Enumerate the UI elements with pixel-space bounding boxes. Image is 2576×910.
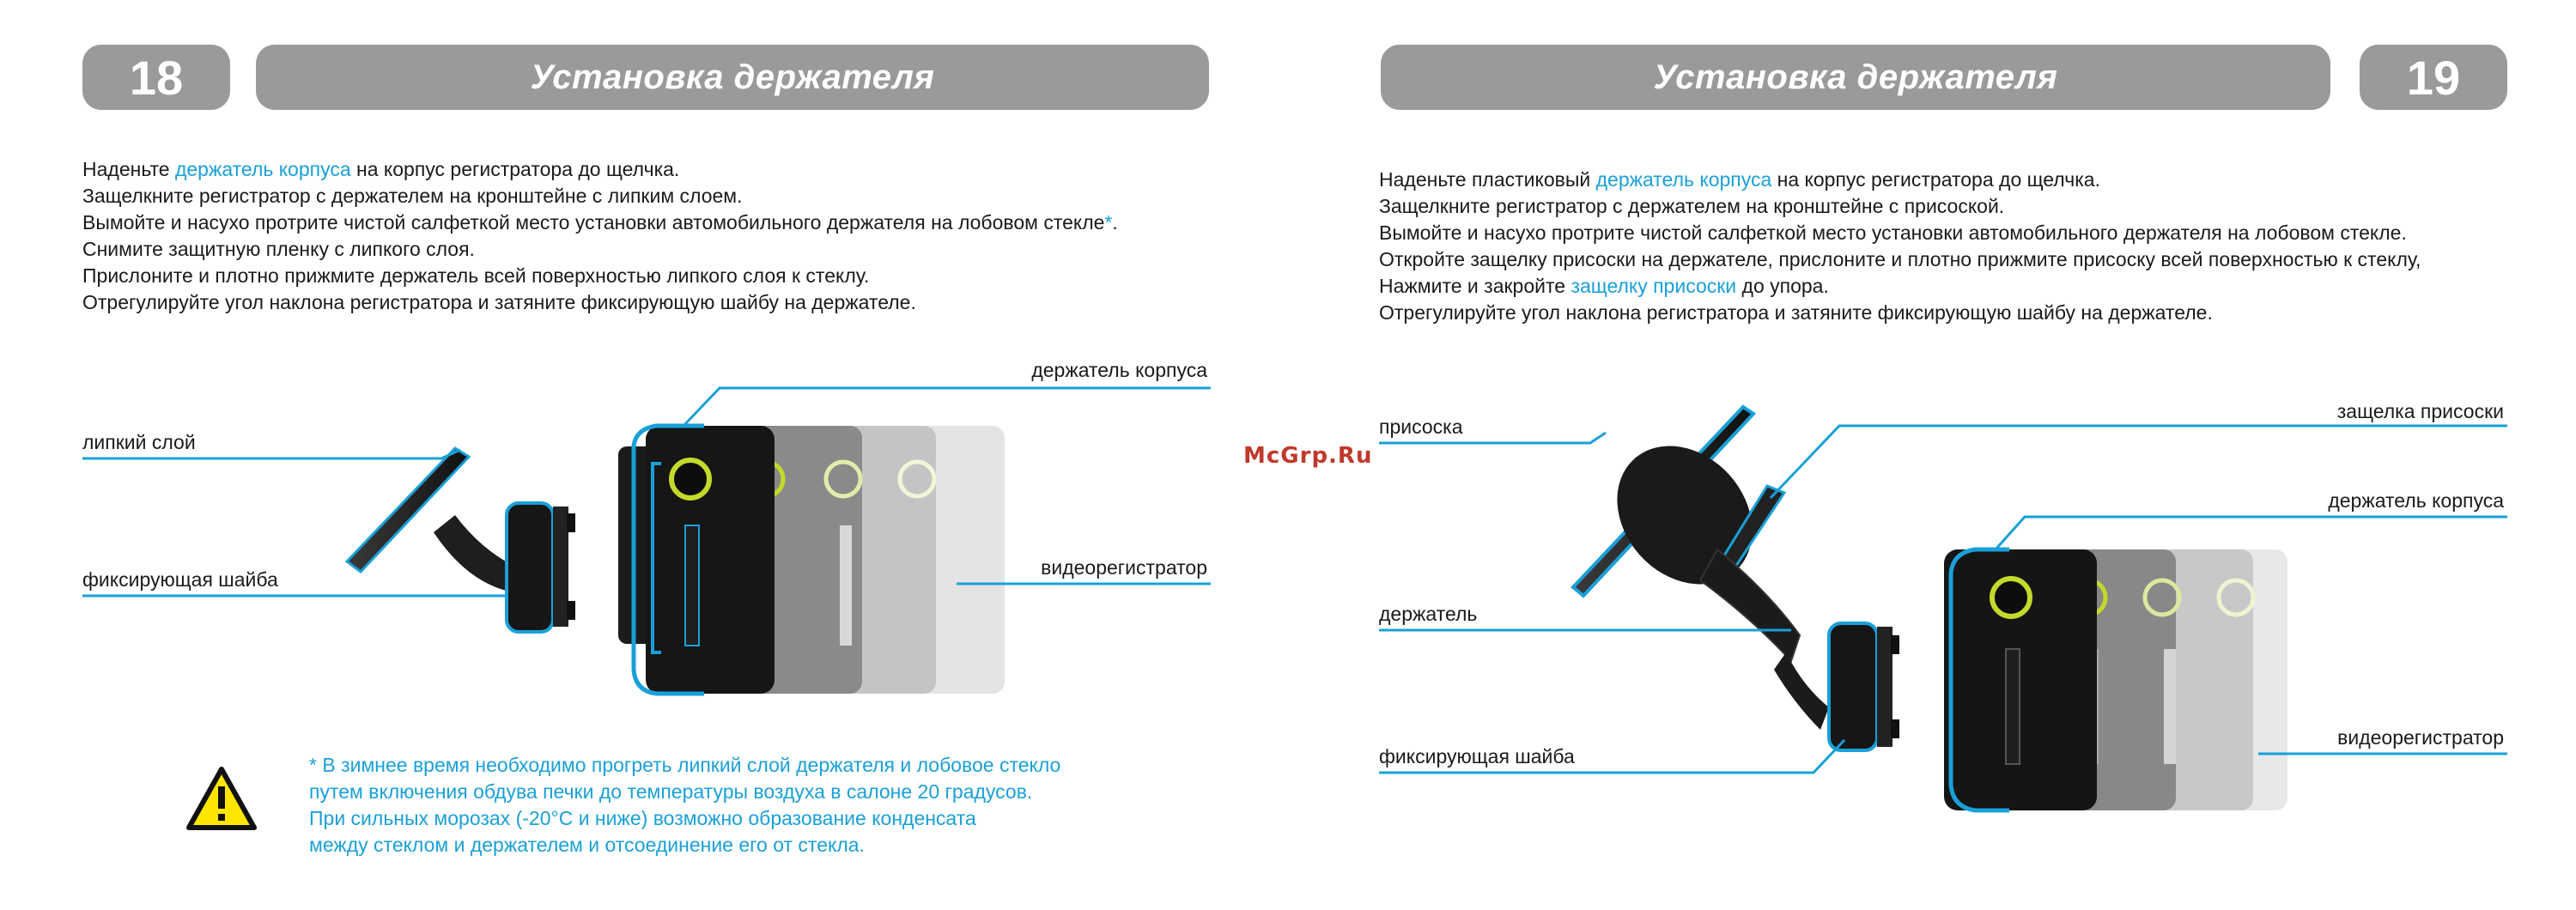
watermark: McGrp.Ru [1243, 443, 1373, 469]
instruction-line: Снимите защитную пленку с липкого слоя. [82, 238, 475, 260]
instruction-line: Наденьте пластиковый держатель корпуса на корпус регистратора до щелчка. [1379, 168, 2100, 191]
dvr-screen [685, 525, 699, 646]
instruction-line: Вымойте и насухо протрите чистой салфеткой место установки автомобильного держателя на лобовом стекле. [1379, 221, 2407, 244]
label-body-holder: держатель корпуса [1031, 359, 1207, 381]
dvr-body [646, 426, 775, 694]
label-fixing-washer: фиксирующая шайба [82, 568, 278, 591]
instruction-line: Прислоните и плотно прижмите держатель всей поверхностью липкого слоя к стеклу. [82, 264, 870, 287]
page-number-right: 19 [2360, 45, 2507, 110]
leader-body-holder [683, 388, 1211, 426]
instruction-line: Нажмите и закройте защелку присоски до упора. [1379, 275, 1829, 297]
label-body-holder: держатель корпуса [2328, 489, 2504, 512]
instruction-line: Защелкните регистратор с держателем на кронштейне с присоской. [1379, 195, 2005, 217]
label-dvr: видеорегистратор [1041, 556, 1207, 579]
page-title-right: Установка держателя [1381, 45, 2330, 110]
holder-arm [1774, 652, 1829, 730]
label-holder: держатель [1379, 603, 1478, 625]
instruction-line: Наденьте держатель корпуса на корпус регистратора до щелчка. [82, 158, 680, 180]
washer-clip [567, 513, 575, 532]
instruction-line: Вымойте и насухо протрите чистой салфеткой место установки автомобильного держателя на лобовом стекле*. [82, 211, 1118, 234]
screen-ghost [840, 525, 852, 646]
instruction-line: Отрегулируйте угол наклона регистратора и затяните фиксирующую шайбу на держателе. [82, 291, 916, 313]
washer-clip [1891, 635, 1899, 654]
label-dvr: видеорегистратор [2337, 726, 2504, 749]
instruction-line: Защелкните регистратор с держателем на кронштейне с липким слоем. [82, 185, 743, 207]
washer-clip [1891, 719, 1899, 738]
instruction-line: Откройте защелку присоски на держателе, прислоните и плотно прижмите присоску всей поверхностью к стеклу, [1379, 248, 2421, 270]
page-title-left: Установка держателя [256, 45, 1209, 110]
warning-triangle-icon [189, 769, 254, 828]
label-fixing-washer: фиксирующая шайба [1379, 745, 1575, 767]
left-illustration [82, 388, 1211, 694]
washer-clip [567, 601, 575, 620]
label-suction-latch: защелка присоски [2336, 400, 2504, 422]
fixing-washer [507, 503, 553, 632]
washer-clip [553, 507, 568, 627]
label-suction-cup: присоска [1379, 416, 1463, 438]
holder-arm [1700, 549, 1800, 661]
page-number-left: 18 [82, 45, 230, 110]
note-line: * В зимнее время необходимо прогреть липкий слой держателя и лобовое стекло [309, 754, 1061, 776]
note-line: При сильных морозах (-20°C и ниже) возможно образование конденсата [309, 807, 976, 829]
washer-clip [1877, 627, 1893, 747]
mount-arm [434, 515, 515, 592]
note-line: путем включения обдува печки до температуры воздуха в салоне 20 градусов. [309, 780, 1033, 803]
label-adhesive-layer: липкий слой [82, 431, 196, 453]
fixing-washer [1829, 623, 1877, 750]
leader-body-holder [1996, 517, 2507, 549]
lens-ring [1992, 579, 2030, 616]
instruction-line: Отрегулируйте угол наклона регистратора и затяните фиксирующую шайбу на держателе. [1379, 301, 2213, 324]
winter-note [309, 752, 1060, 858]
lens-ring [671, 460, 709, 498]
screen-ghost [2164, 649, 2176, 764]
note-line: между стеклом и держателем и отсоединение его от стекла. [309, 834, 865, 856]
dvr-screen [2006, 649, 2020, 764]
leader-suction-latch [1771, 426, 2507, 498]
